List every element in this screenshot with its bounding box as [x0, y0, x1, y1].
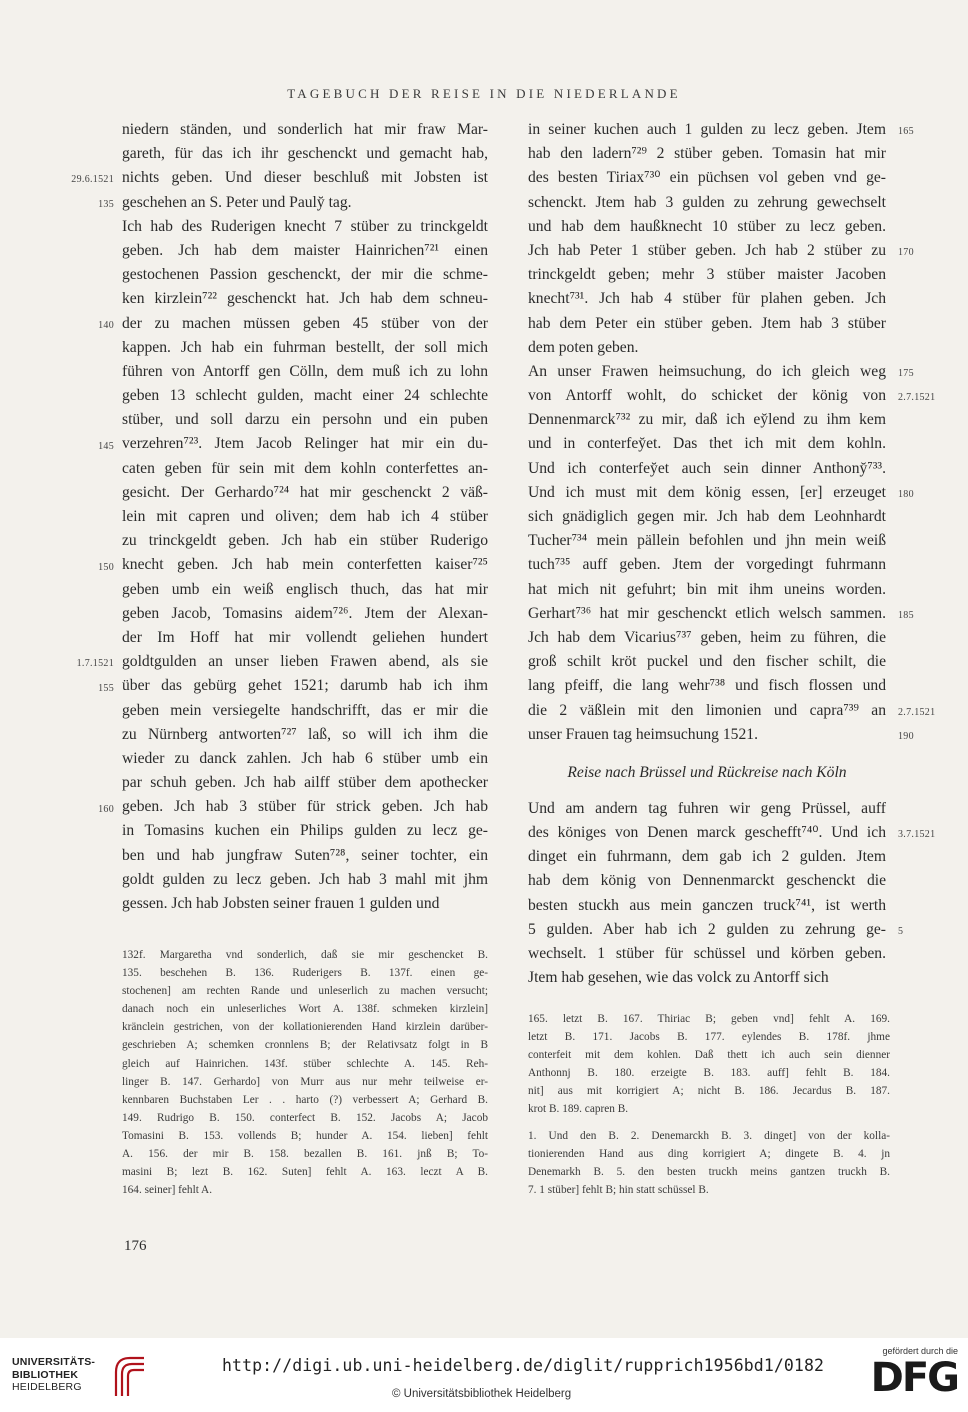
text-line: knecht⁷³¹. Jch hab 4 stüber für plahen geben. Jch	[528, 290, 886, 308]
margin-marker: 180	[898, 489, 914, 500]
text-line: geben. Jch hab 3 stüber für strick geben. Jch hab	[122, 798, 488, 816]
footnote-line: danach noch ein unleserliches Wort A. 138f. schmeken kirzlein]	[122, 1003, 488, 1016]
footnote-line: 132f. Margaretha vnd sonderlich, daß sie mir geschencket B.	[122, 949, 488, 961]
footnote-line: 1. Und den B. 2. Denemarckh B. 3. dinget] von der kolla-	[528, 1129, 890, 1142]
text-line: dem poten geben.	[528, 338, 639, 356]
copyright-notice: © Universitätsbibliothek Heidelberg	[392, 1388, 572, 1400]
library-name	[12, 1356, 95, 1394]
margin-marker: 185	[898, 610, 914, 621]
text-line: besten stuckh aus mein ganczen truck⁷⁴¹, ist werth	[528, 896, 886, 914]
library-name-line-3: HEIDELBERG	[12, 1381, 82, 1393]
text-line: Tucher⁷³⁴ mein pällein befohlen und jhn mein weiß	[528, 532, 886, 550]
text-line: und in conterfey̆et. Das thet ich mit dem kohln.	[528, 435, 886, 453]
footnote-line: 164. seiner] fehlt A.	[122, 1184, 213, 1197]
footnote-line: Anthonnj B. 180. erzeigte B. 183. auff] fehlt B. 184.	[528, 1067, 890, 1080]
text-line: in seiner kuchen auch 1 gulden zu lecz geben. Jtem	[528, 121, 886, 138]
margin-marker: 140	[98, 319, 114, 331]
margin-marker: 165	[898, 126, 914, 137]
text-line: Jch hab Peter 1 stüber geben. Jch hab 2 stüber zu	[528, 241, 886, 259]
permalink-url[interactable]: http://digi.ub.uni-heidelberg.de/diglit/rupprich1956bd1/0182	[222, 1356, 825, 1375]
margin-marker: 145	[98, 440, 114, 452]
text-line: wieder zu danck zahlen. Jch hab 6 stüber umb ein	[122, 749, 488, 767]
margin-marker: 150	[98, 561, 114, 573]
text-line: geben Jacob, Tomasins aidem⁷²⁶. Jtem der Alexan-	[122, 604, 488, 622]
text-line: gareth, für das ich ihr geschenckt und gemacht hab,	[122, 145, 488, 163]
text-line: von Antorff wohlt, do schicket der könig von	[528, 387, 886, 405]
library-name-line-2: BIBLIOTHEK	[12, 1368, 79, 1381]
text-line: hab dem könig von Dennenmarckt geschenckt die	[528, 872, 886, 890]
text-line: An unser Frawen heimsuchung, do ich gleich weg	[528, 362, 886, 380]
running-head: TAGEBUCH DER REISE IN DIE NIEDERLANDE	[287, 86, 681, 101]
text-line: zu trinckgeldt geben. Jch hab ein stüber Ruderigo	[122, 532, 488, 550]
text-line: geben 13 schlecht gulden, macht einer 24 schlechte	[122, 387, 488, 405]
text-line: lang pfeiff, die lang wehr⁷³⁸ und fisch flossen und	[528, 677, 886, 695]
text-line: gessen. Jch hab Jobsten seiner frauen 1 gulden und	[122, 895, 440, 912]
text-line: sich gnädiglich gegen mir. Jch hab dem Leohnhardt	[528, 508, 886, 525]
footnote-line: 165. letzt B. 167. Thiriac B; geben vnd] fehlt A. 169.	[528, 1013, 890, 1025]
footnote-line: 7. 1 stüber] fehlt B; hin statt schüssel B.	[528, 1183, 709, 1196]
margin-marker: 190	[898, 731, 914, 742]
left-footnotes	[122, 946, 488, 1199]
footnote-line: 135. beschehen B. 136. Ruderigers B. 137f. einen ge-	[122, 967, 488, 980]
text-line: die 2 väßlein mit den limonien und capra⁷³⁹ an	[528, 701, 886, 719]
text-line: wechselt. 1 stüber für schüssel und körben geben.	[528, 945, 886, 962]
margin-marker: 170	[898, 247, 914, 258]
footnote-gap	[528, 1119, 890, 1127]
text-line: geschehen an S. Peter und Pauly̆ tag.	[122, 193, 352, 211]
footnote-line: Denemarkh B. 5. den besten truckh meins gantzen truckh B.	[528, 1165, 890, 1178]
dfg-logo: DFG	[870, 1355, 958, 1401]
text-line: hat mich nit gefuhrt; bin mit ihm uneins worden.	[528, 580, 886, 598]
text-line: ken kirzlein⁷²² geschenckt hat. Jch hab dem schneu-	[122, 290, 488, 308]
text-line: geben. Jch hab dem maister Hainrichen⁷²¹ einen	[122, 241, 488, 259]
footnote-line: A. 156. der mir B. 158. bezallen B. 161. jnß B; To-	[122, 1148, 488, 1161]
footnote-line: linger B. 147. Gerhardo] von Murr aus nur mehr teilweise er-	[122, 1075, 488, 1088]
footnote-line: krot B. 189. capren B.	[528, 1103, 629, 1116]
text-line: stüber, und soll darzu ein persohn und ein puben	[122, 411, 488, 429]
text-line: geben mein versiegelte handschrifft, das er mir die	[122, 701, 488, 719]
text-line: führen von Antorff gen Cölln, dem muß ich zu lohn	[122, 362, 488, 380]
text-line: gestochenen Passion geschenckt, der mir die schme-	[122, 266, 488, 284]
text-line: Und am andern tag fuhren wir geng Prüssel, auff	[528, 799, 886, 817]
text-line: über das gebürg gehet 1521; darumb hab ich ihm	[122, 677, 488, 695]
text-line: Ich hab des Ruderigen knecht 7 stüber zu trinckgeldt	[122, 217, 488, 235]
footnote-line: kennbaren Buchstaben Ler . . harto (?) verbessert A; Gerhard B.	[122, 1093, 488, 1106]
margin-marker: 29.6.1521	[71, 174, 114, 186]
text-line: schenckt. Jtem hab 3 gulden zu zehrung gewechselt	[528, 193, 886, 211]
text-line: kappen. Jch hab ein fuhrman bestellt, der soll mich	[122, 338, 488, 356]
footnote-line: gleich auf Hainrichen. 143f. stüber schlechte A. 145. Reh-	[122, 1057, 488, 1070]
library-name-line-1: UNIVERSITÄTS-	[12, 1356, 96, 1368]
text-line: Jch hab dem Vicarius⁷³⁷ geben, heim zu führen, die	[528, 628, 886, 646]
text-line: geben umb ein weiß englisch thuch, das hat mir	[122, 580, 488, 598]
text-line: nichts geben. Und dieser beschluß mit Jobsten ist	[122, 169, 488, 187]
text-line: der Im Hoff hat mir vollendt geliehen hundert	[122, 628, 488, 646]
text-line: des königes von Denen marck geschefft⁷⁴⁰. Und ich	[528, 824, 886, 842]
library-emblem-icon	[110, 1352, 150, 1398]
text-line: gesicht. Der Gerhardo⁷²⁴ hat mir geschenckt 2 väß-	[122, 483, 488, 501]
text-line: groß schilt kröt puckel und den fischer schilt, die	[528, 653, 886, 671]
text-line: 5 gulden. Aber hab ich 2 gulden zu zehrung ge-	[528, 920, 886, 938]
text-line: ben und hab jungfraw Suten⁷²⁸, seiner tochter, ein	[122, 846, 488, 864]
university-library-logo[interactable]	[12, 1356, 162, 1406]
text-line: Gerhart⁷³⁶ hat mir geschenckt etlich welsch sammen.	[528, 604, 886, 622]
footnote-line: masini B; lezt B. 162. Suten] fehlt A. 163. leczt A B.	[122, 1166, 488, 1179]
footnote-line: Tomasini B. 153. vollends B; hunder A. 154. lieben] fehlt	[122, 1129, 488, 1142]
margin-marker: 155	[98, 682, 114, 694]
margin-marker: 2.7.1521	[898, 392, 936, 404]
text-line: unser Frauen tag heimsuchung 1521.	[528, 725, 758, 743]
margin-marker: 1.7.1521	[76, 658, 114, 670]
margin-marker: 175	[898, 368, 914, 379]
footnote-line: tionierenden Hand aus ding korrigiert A; dingete B. 4. jn	[528, 1147, 890, 1160]
text-line: goldtgulden an unser lieben Frawen abend, als sie	[122, 653, 488, 671]
text-line: goldt gulden zu lecz geben. Jch hab 3 mahl mit jhm	[122, 870, 488, 888]
footer-bar	[0, 1338, 968, 1412]
text-line: niedern ständen, und sonderlich hat mir fraw Mar-	[122, 121, 488, 138]
footnote-line: nit] aus mit korrigiert A; nicht B. 186. Jecardus B. 187.	[528, 1085, 890, 1098]
text-line: hab dem Peter ein stüber geben. Jtem hab 3 stüber	[528, 314, 886, 332]
page-number: 176	[124, 1238, 147, 1254]
footnote-line: kränclein gestrichen, von der kollationierenden Hand kirzlein darüber-	[122, 1021, 488, 1034]
text-line: trinckgeldt geben; mehr 3 stüber maister Jacoben	[528, 266, 886, 284]
text-line: hab den ladern⁷²⁹ 2 stüber geben. Tomasin hat mir	[528, 145, 886, 163]
margin-marker: 160	[98, 803, 114, 815]
funder-block[interactable]	[846, 1346, 958, 1406]
text-line: der zu machen müssen geben 45 stüber von der	[122, 314, 488, 332]
footnote-line: stochenen] am rechten Rande und unleserlich zu machen versucht;	[122, 985, 488, 998]
text-line: knecht geben. Jch hab mein conterfetten kaiser⁷²⁵	[122, 556, 488, 574]
footnote-line: geschrieben A; schemken cronnlens B; der Relativsatz folgt in B	[122, 1039, 488, 1052]
section-heading: Reise nach Brüssel und Rückreise nach Köln	[567, 763, 847, 781]
text-line: par schuh geben. Jch hab ailff stüber dem apothecker	[122, 774, 488, 792]
left-text-column	[122, 118, 488, 916]
margin-marker: 2.7.1521	[898, 706, 936, 718]
text-line: Und ich conterfey̆et auch sein dinner Anthony̆⁷³³.	[528, 459, 886, 477]
text-line: verzehren⁷²³. Jtem Jacob Relinger hat mir ein du-	[122, 435, 488, 453]
footnote-line: conterfeit mit dem kohlen. Daß thett ich auch sein dienner	[528, 1049, 890, 1062]
margin-marker: 135	[98, 198, 114, 210]
funding-note: gefördert durch die	[882, 1346, 958, 1356]
text-line: in Tomasins kuchen ein Philips gulden zu lecz ge-	[122, 822, 488, 840]
footnote-line: letzt B. 171. Jacobs B. 177. eylendes B. 178f. jhme	[528, 1031, 890, 1044]
footnote-line: 149. Rudrigo B. 150. conterfect B. 152. Jacobs A; Jacob	[122, 1111, 488, 1124]
right-text-column	[528, 118, 886, 990]
right-footnotes	[528, 1010, 890, 1199]
text-line: Jtem hab gesehen, wie das volck zu Antorff sich	[528, 969, 829, 987]
text-line: des besten Tiriax⁷³⁰ ein püchsen vol geben vnd ge-	[528, 169, 886, 187]
text-line: tuch⁷³⁵ auff geben. Jtem der vorgedingt fuhrmann	[528, 556, 886, 574]
margin-marker: 3.7.1521	[898, 829, 936, 841]
text-line: Dennenmarck⁷³² zu mir, daß ich ey̆lend zu ihm kem	[528, 411, 886, 429]
text-line: dinget ein fuhrmann, dem gab ich 2 gulden. Jtem	[528, 848, 886, 866]
text-line: Und ich must mit dem könig essen, [er] erzeuget	[528, 483, 886, 501]
text-line: zu Nürnberg antworten⁷²⁷ laß, so will ich ihm die	[122, 725, 488, 743]
text-line: caten geben für sein mit dem kohln conterfettes an-	[122, 459, 488, 477]
text-line: und hab dem haußknecht 10 stüber zu lecz geben.	[528, 217, 886, 235]
text-line: lein mit capren und oliven; dem hab ich 4 stüber	[122, 508, 488, 525]
margin-marker: 5	[898, 926, 904, 938]
